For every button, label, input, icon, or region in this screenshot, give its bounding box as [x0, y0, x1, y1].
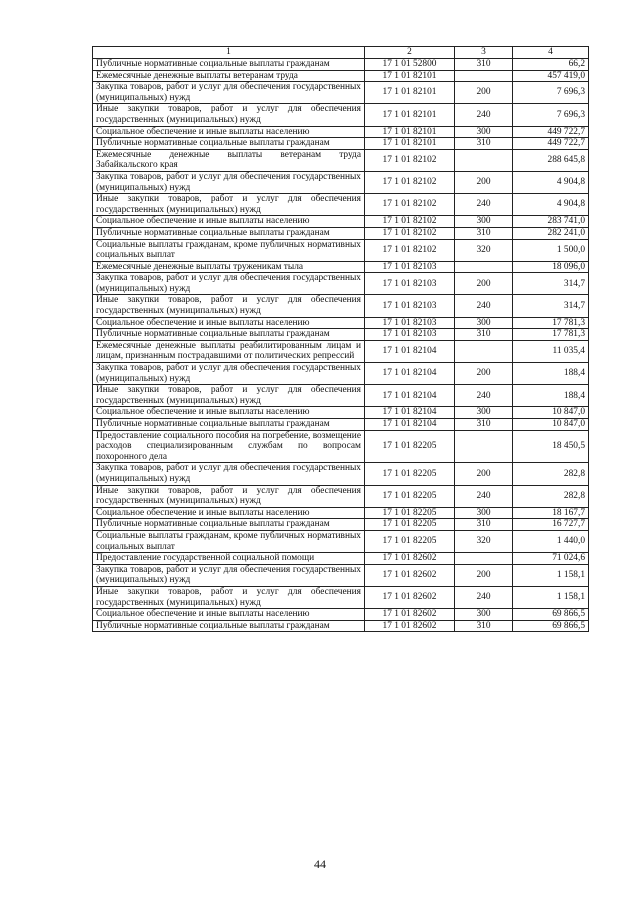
row-name-cell: Иные закупки товаров, работ и услуг для обеспечения государственных (муниципальных) нужд	[93, 104, 365, 126]
row-name-cell: Социальное обеспечение и иные выплаты населению	[93, 317, 365, 329]
row-name-cell: Иные закупки товаров, работ и услуг для обеспечения государственных (муниципальных) нужд	[93, 194, 365, 216]
row-type-cell: 300	[455, 407, 513, 419]
row-name-cell: Социальное обеспечение и иные выплаты населению	[93, 407, 365, 419]
row-type-cell	[455, 261, 513, 273]
row-value-cell: 282,8	[513, 485, 589, 507]
row-name-cell: Ежемесячные денежные выплаты ветеранам труда	[93, 70, 365, 82]
row-type-cell: 300	[455, 317, 513, 329]
row-code-cell: 17 1 01 82602	[365, 620, 455, 632]
row-name-cell: Социальные выплаты гражданам, кроме публичных нормативных социальных выплат	[93, 239, 365, 261]
row-name-cell: Ежемесячные денежные выплаты труженикам тыла	[93, 261, 365, 273]
table-row	[93, 216, 589, 228]
table-row	[93, 407, 589, 419]
row-type-cell: 310	[455, 138, 513, 150]
row-name-cell: Публичные нормативные социальные выплаты гражданам	[93, 519, 365, 531]
row-code-cell: 17 1 01 82205	[365, 430, 455, 463]
row-value-cell: 1 440,0	[513, 530, 589, 552]
row-value-cell: 10 847,0	[513, 407, 589, 419]
table-row	[93, 329, 589, 341]
table-row	[93, 59, 589, 71]
row-code-cell: 17 1 01 82102	[365, 227, 455, 239]
row-code-cell: 17 1 01 82102	[365, 171, 455, 193]
row-type-cell: 310	[455, 519, 513, 531]
row-name-cell: Закупка товаров, работ и услуг для обеспечения государственных (муниципальных) нужд	[93, 82, 365, 104]
row-type-cell: 240	[455, 295, 513, 317]
row-type-cell	[455, 70, 513, 82]
row-type-cell	[455, 553, 513, 565]
row-type-cell: 300	[455, 126, 513, 138]
row-code-cell: 17 1 01 82205	[365, 507, 455, 519]
row-value-cell: 1 500,0	[513, 239, 589, 261]
table-row	[93, 194, 589, 216]
table-row	[93, 485, 589, 507]
row-value-cell: 16 727,7	[513, 519, 589, 531]
row-value-cell: 17 781,3	[513, 329, 589, 341]
row-type-cell: 320	[455, 530, 513, 552]
table-row	[93, 82, 589, 104]
row-value-cell: 18 167,7	[513, 507, 589, 519]
row-value-cell: 4 904,8	[513, 194, 589, 216]
row-value-cell: 449 722,7	[513, 138, 589, 150]
row-type-cell: 200	[455, 171, 513, 193]
row-type-cell: 240	[455, 485, 513, 507]
table-row	[93, 430, 589, 463]
row-value-cell: 18 096,0	[513, 261, 589, 273]
row-name-cell: Публичные нормативные социальные выплаты гражданам	[93, 138, 365, 150]
row-name-cell: Закупка товаров, работ и услуг для обеспечения государственных (муниципальных) нужд	[93, 273, 365, 295]
table-row	[93, 519, 589, 531]
table-row	[93, 340, 589, 362]
row-name-cell: Иные закупки товаров, работ и услуг для обеспечения государственных (муниципальных) нужд	[93, 295, 365, 317]
row-code-cell: 17 1 01 82102	[365, 239, 455, 261]
row-name-cell: Предоставление государственной социальной помощи	[93, 553, 365, 565]
row-value-cell: 314,7	[513, 295, 589, 317]
row-code-cell: 17 1 01 82101	[365, 104, 455, 126]
row-code-cell: 17 1 01 52800	[365, 59, 455, 71]
row-code-cell: 17 1 01 82104	[365, 407, 455, 419]
row-value-cell: 314,7	[513, 273, 589, 295]
page-number: 44	[314, 857, 326, 871]
row-type-cell: 200	[455, 82, 513, 104]
table-row	[93, 273, 589, 295]
row-name-cell: Закупка товаров, работ и услуг для обеспечения государственных (муниципальных) нужд	[93, 363, 365, 385]
table-row	[93, 171, 589, 193]
row-code-cell: 17 1 01 82205	[365, 463, 455, 485]
row-value-cell: 71 024,6	[513, 553, 589, 565]
row-name-cell: Социальные выплаты гражданам, кроме публичных нормативных социальных выплат	[93, 530, 365, 552]
row-code-cell: 17 1 01 82104	[365, 385, 455, 407]
row-name-cell: Публичные нормативные социальные выплаты гражданам	[93, 227, 365, 239]
table-row	[93, 149, 589, 171]
row-type-cell: 240	[455, 586, 513, 608]
table-row	[93, 553, 589, 565]
row-value-cell: 1 158,1	[513, 586, 589, 608]
row-value-cell: 7 696,3	[513, 104, 589, 126]
table-row	[93, 419, 589, 431]
row-code-cell: 17 1 01 82102	[365, 194, 455, 216]
row-value-cell: 188,4	[513, 385, 589, 407]
row-type-cell: 310	[455, 419, 513, 431]
row-name-cell: Иные закупки товаров, работ и услуг для обеспечения государственных (муниципальных) нужд	[93, 485, 365, 507]
row-value-cell: 69 866,5	[513, 609, 589, 621]
row-type-cell: 200	[455, 463, 513, 485]
header-col-1: 1	[93, 47, 365, 59]
row-code-cell: 17 1 01 82103	[365, 329, 455, 341]
table-row	[93, 530, 589, 552]
table-row	[93, 463, 589, 485]
table-row	[93, 564, 589, 586]
row-code-cell: 17 1 01 82101	[365, 70, 455, 82]
row-name-cell: Ежемесячные денежные выплаты ветеранам труда Забайкальского края	[93, 149, 365, 171]
row-code-cell: 17 1 01 82602	[365, 553, 455, 565]
row-code-cell: 17 1 01 82101	[365, 126, 455, 138]
table-row	[93, 138, 589, 150]
row-code-cell: 17 1 01 82103	[365, 261, 455, 273]
header-col-3: 3	[455, 47, 513, 59]
table-row	[93, 126, 589, 138]
row-name-cell: Ежемесячные денежные выплаты реабилитированным лицам и лицам, признанным пострадавшими от политических репрессий	[93, 340, 365, 362]
table-row	[93, 261, 589, 273]
row-type-cell: 200	[455, 564, 513, 586]
row-value-cell: 282 241,0	[513, 227, 589, 239]
row-name-cell: Публичные нормативные социальные выплаты гражданам	[93, 419, 365, 431]
row-type-cell: 300	[455, 507, 513, 519]
row-value-cell: 10 847,0	[513, 419, 589, 431]
row-code-cell: 17 1 01 82602	[365, 586, 455, 608]
row-code-cell: 17 1 01 82101	[365, 82, 455, 104]
row-name-cell: Социальное обеспечение и иные выплаты населению	[93, 126, 365, 138]
row-value-cell: 7 696,3	[513, 82, 589, 104]
row-type-cell: 310	[455, 59, 513, 71]
table-body	[93, 47, 589, 632]
row-name-cell: Социальное обеспечение и иные выплаты населению	[93, 507, 365, 519]
row-name-cell: Закупка товаров, работ и услуг для обеспечения государственных (муниципальных) нужд	[93, 463, 365, 485]
row-type-cell	[455, 340, 513, 362]
row-name-cell: Иные закупки товаров, работ и услуг для обеспечения государственных (муниципальных) нужд	[93, 586, 365, 608]
row-name-cell: Публичные нормативные социальные выплаты гражданам	[93, 59, 365, 71]
row-value-cell: 4 904,8	[513, 171, 589, 193]
row-value-cell: 457 419,0	[513, 70, 589, 82]
table-row	[93, 385, 589, 407]
row-type-cell: 240	[455, 104, 513, 126]
table-row	[93, 363, 589, 385]
budget-table	[92, 46, 589, 632]
table-row	[93, 620, 589, 632]
row-name-cell: Публичные нормативные социальные выплаты гражданам	[93, 620, 365, 632]
row-type-cell: 200	[455, 273, 513, 295]
header-col-2: 2	[365, 47, 455, 59]
row-name-cell: Предоставление социального пособия на погребение, возмещение расходов специализированным службам по вопросам похоронного дела	[93, 430, 365, 463]
row-type-cell: 240	[455, 194, 513, 216]
table-row	[93, 317, 589, 329]
table-row	[93, 104, 589, 126]
row-value-cell: 283 741,0	[513, 216, 589, 228]
row-code-cell: 17 1 01 82205	[365, 519, 455, 531]
row-value-cell: 449 722,7	[513, 126, 589, 138]
row-value-cell: 17 781,3	[513, 317, 589, 329]
row-name-cell: Закупка товаров, работ и услуг для обеспечения государственных (муниципальных) нужд	[93, 564, 365, 586]
row-code-cell: 17 1 01 82102	[365, 216, 455, 228]
table-row	[93, 609, 589, 621]
row-code-cell: 17 1 01 82104	[365, 363, 455, 385]
row-name-cell: Социальное обеспечение и иные выплаты населению	[93, 609, 365, 621]
table-header-row	[93, 47, 589, 59]
row-code-cell: 17 1 01 82205	[365, 530, 455, 552]
row-code-cell: 17 1 01 82602	[365, 564, 455, 586]
row-name-cell: Публичные нормативные социальные выплаты гражданам	[93, 329, 365, 341]
row-value-cell: 11 035,4	[513, 340, 589, 362]
row-value-cell: 282,8	[513, 463, 589, 485]
row-code-cell: 17 1 01 82103	[365, 273, 455, 295]
row-type-cell: 300	[455, 609, 513, 621]
row-value-cell: 66,2	[513, 59, 589, 71]
table-row	[93, 239, 589, 261]
row-code-cell: 17 1 01 82104	[365, 340, 455, 362]
row-name-cell: Закупка товаров, работ и услуг для обеспечения государственных (муниципальных) нужд	[93, 171, 365, 193]
row-name-cell: Социальное обеспечение и иные выплаты населению	[93, 216, 365, 228]
row-type-cell: 300	[455, 216, 513, 228]
table-row	[93, 507, 589, 519]
row-code-cell: 17 1 01 82103	[365, 295, 455, 317]
row-type-cell: 240	[455, 385, 513, 407]
row-name-cell: Иные закупки товаров, работ и услуг для обеспечения государственных (муниципальных) нужд	[93, 385, 365, 407]
header-col-4: 4	[513, 47, 589, 59]
row-value-cell: 1 158,1	[513, 564, 589, 586]
row-value-cell: 288 645,8	[513, 149, 589, 171]
row-code-cell: 17 1 01 82101	[365, 138, 455, 150]
row-type-cell: 310	[455, 329, 513, 341]
row-code-cell: 17 1 01 82103	[365, 317, 455, 329]
row-code-cell: 17 1 01 82104	[365, 419, 455, 431]
row-type-cell: 310	[455, 227, 513, 239]
row-type-cell	[455, 149, 513, 171]
row-value-cell: 188,4	[513, 363, 589, 385]
table-row	[93, 70, 589, 82]
row-value-cell: 69 866,5	[513, 620, 589, 632]
row-code-cell: 17 1 01 82602	[365, 609, 455, 621]
row-type-cell: 320	[455, 239, 513, 261]
row-code-cell: 17 1 01 82205	[365, 485, 455, 507]
table-row	[93, 295, 589, 317]
table-row	[93, 227, 589, 239]
row-code-cell: 17 1 01 82102	[365, 149, 455, 171]
row-type-cell: 200	[455, 363, 513, 385]
row-value-cell: 18 450,5	[513, 430, 589, 463]
table-row	[93, 586, 589, 608]
row-type-cell: 310	[455, 620, 513, 632]
row-type-cell	[455, 430, 513, 463]
